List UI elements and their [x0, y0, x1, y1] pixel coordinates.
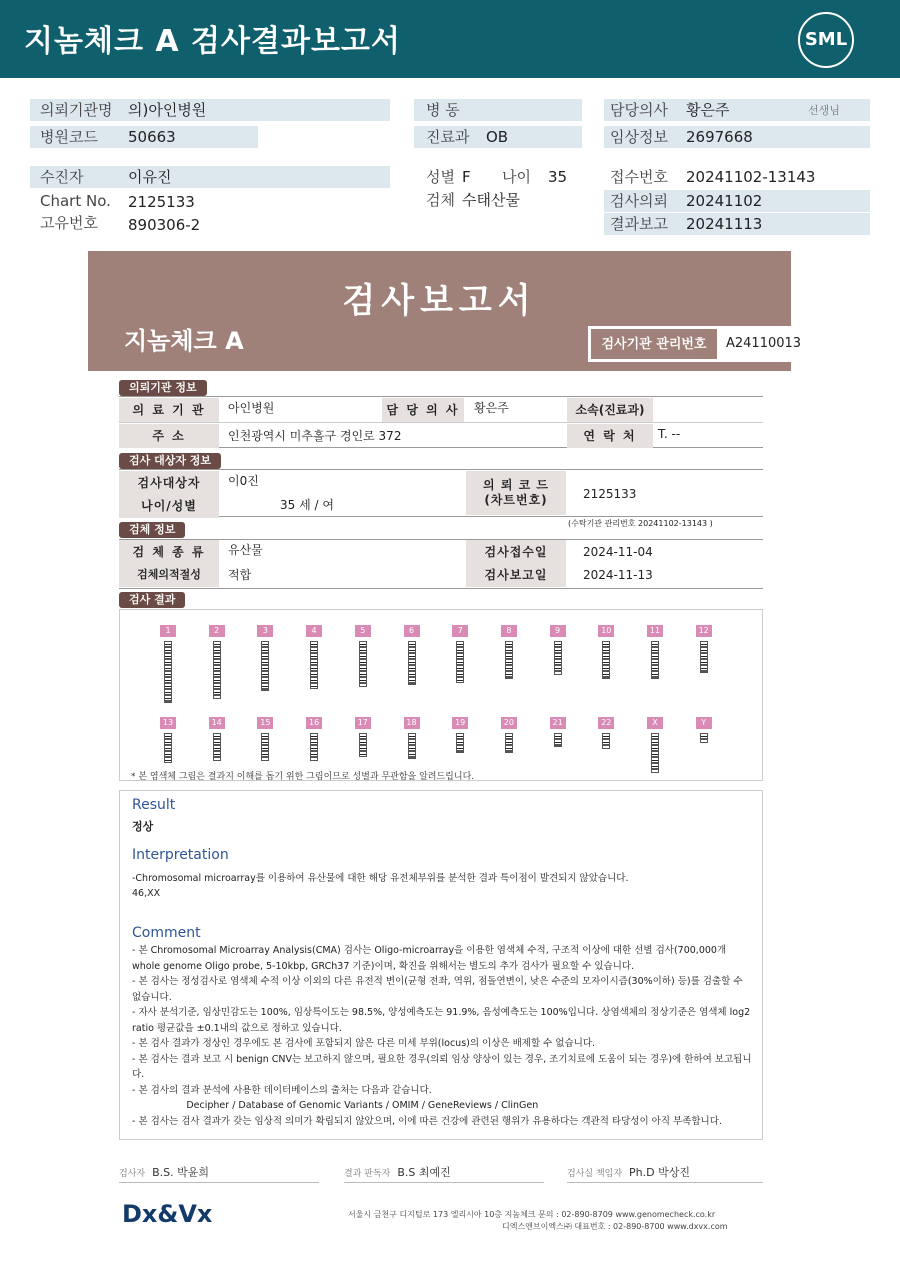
- spec-adequacy-value: 적합: [228, 568, 252, 582]
- chart-value: 2125133: [128, 193, 195, 211]
- chromosome-number: 1: [160, 625, 176, 637]
- signer-tester-name: B.S. 박윤희: [152, 1166, 209, 1179]
- chromosome-number: 9: [550, 625, 566, 637]
- dept-value: OB: [486, 128, 509, 146]
- report-sheet-title: 검사보고서: [342, 281, 537, 321]
- interpretation-heading: Interpretation: [132, 847, 229, 863]
- comment-item: - 본 Chromosomal Microarray Analysis(CMA) 검사는 Oligo-microarray을 이용한 염색체 수적, 구조적 이상에 대한 선별 검사(700,000개 whole genome Oligo probe, 5-10kbp, GRCh37 기준)이며, 확진을 위해서는 별도의 추가 검사가 필요할 수 있습니다.: [132, 945, 727, 972]
- chromosome-ideogram: [554, 641, 562, 675]
- karyogram-panel: [119, 609, 763, 781]
- doc-label: 담 당 의 사: [382, 398, 464, 422]
- subject-label: 검사대상자: [119, 471, 219, 495]
- chromosome-ideogram: [651, 641, 659, 679]
- reqcode-label: 의 뢰 코 드 (차트번호): [466, 471, 566, 515]
- specimen-value: 수태산물: [462, 191, 520, 209]
- signer-director-name: Ph.D 박상진: [629, 1166, 690, 1179]
- chromosome-ideogram: [359, 641, 367, 687]
- chromosome-number: 2: [209, 625, 225, 637]
- doc-value: 황은주: [474, 401, 509, 415]
- signature-line: [119, 1182, 319, 1183]
- chromosome-number: 18: [404, 717, 420, 729]
- comment-list: [132, 943, 752, 1129]
- chromosome-y: [696, 717, 712, 743]
- chromosome-11: [647, 625, 663, 679]
- reqcode-value: 2125133: [583, 487, 637, 501]
- chromosome-2: [209, 625, 225, 699]
- addr-label: 주 소: [119, 424, 219, 448]
- chromosome-ideogram: [261, 733, 269, 761]
- comment-item: - 본 검사는 정성검사로 염색체 수적 이상 이외의 다른 유전적 변이(균형 전좌, 역위, 점돌연변이, 낮은 수준의 모자이시즘(30%이하) 등)를 검출할 수 없습니다.: [132, 976, 743, 1003]
- signer-reader-name: B.S 최예진: [397, 1166, 451, 1179]
- chromosome-22: [598, 717, 614, 749]
- chromosome-number: 13: [160, 717, 176, 729]
- rep-date-label: 검사보고일: [466, 563, 566, 587]
- chromosome-4: [306, 625, 322, 689]
- spec-type-value: 유산물: [228, 543, 263, 557]
- footer-address: 서울시 금천구 디지털로 173 엘리시아 10층 지놈체크 문의 : 02-890-8709 www.genomecheck.co.kr: [348, 1210, 716, 1219]
- management-number-value: A24110013: [726, 336, 802, 351]
- chromosome-6: [404, 625, 420, 685]
- chromosome-number: 21: [550, 717, 566, 729]
- chromosome-number: 16: [306, 717, 322, 729]
- report-label: 결과보고: [610, 215, 668, 233]
- chromosome-ideogram: [505, 641, 513, 679]
- report-sheet-header: [88, 251, 802, 371]
- chromosome-10: [598, 625, 614, 679]
- chromosome-number: 3: [257, 625, 273, 637]
- signer-tester-label: 검사자: [119, 1169, 146, 1179]
- institution-value: 의)아인병원: [128, 101, 207, 119]
- age-label: 나이: [502, 168, 531, 186]
- doctor-label: 담당의사: [610, 101, 668, 119]
- report-title: 지놈체크 A 검사결과보고서: [24, 24, 401, 59]
- consign-note: (수탁기관 관리번호 20241102-13143 ): [568, 519, 713, 528]
- recv-date-label: 검사접수일: [466, 540, 566, 564]
- chromosome-20: [501, 717, 517, 753]
- clinical-label: 임상정보: [610, 128, 668, 146]
- hospital-code-label: 병원코드: [40, 128, 98, 146]
- chromosome-21: [550, 717, 566, 747]
- chromosome-ideogram: [164, 733, 172, 763]
- examinee-value: 이유진: [128, 168, 172, 186]
- chromosome-number: 14: [209, 717, 225, 729]
- signer-director: [567, 1164, 690, 1180]
- signer-reader-label: 결과 판독자: [344, 1169, 391, 1179]
- dxvx-logo: Dx&Vx: [122, 1200, 213, 1228]
- chromosome-ideogram: [456, 641, 464, 683]
- chromosome-ideogram: [164, 641, 172, 703]
- chromosome-ideogram: [700, 733, 708, 743]
- chromosome-ideogram: [408, 733, 416, 759]
- comment-item: - 본 검사는 결과 보고 시 benign CNV는 보고하지 않으며, 필요한 경우(의뢰 임상 양상이 있는 경우, 조기치료에 도움이 되는 경우)에 한하여 보고됩니다.: [132, 1053, 752, 1080]
- chromosome-ideogram: [505, 733, 513, 753]
- chromosome-ideogram: [700, 641, 708, 673]
- comment-item: - 본 검사의 결과 분석에 사용한 데이터베이스의 출처는 다음과 같습니다.: [132, 1084, 432, 1096]
- interpretation-line-2: 46,XX: [132, 888, 161, 899]
- agesex-value: 35 세 / 여: [280, 498, 334, 512]
- chromosome-number: 6: [404, 625, 420, 637]
- ward-label: 병 동: [426, 101, 460, 119]
- chromosome-number: 22: [598, 717, 614, 729]
- report-value: 20241113: [686, 215, 763, 233]
- spec-type-label: 검 체 종 류: [119, 540, 219, 564]
- management-number-label: 검사기관 관리번호: [590, 328, 718, 360]
- chromosome-ideogram: [408, 641, 416, 685]
- chromosome-17: [355, 717, 371, 757]
- chromosome-ideogram: [651, 733, 659, 773]
- chromosome-number: Y: [696, 717, 712, 729]
- chromosome-number: 12: [696, 625, 712, 637]
- chromosome-number: 11: [647, 625, 663, 637]
- comment-item: - 본 검사는 검사 결과가 갖는 임상적 의미가 확립되지 않았으며, 이에 따른 건강에 관련된 행위가 유용하다는 객관적 타당성이 아직 부족합니다.: [132, 1115, 722, 1127]
- agesex-label: 나이/성별: [119, 494, 219, 518]
- signer-tester: [119, 1164, 209, 1180]
- signature-line: [567, 1182, 763, 1183]
- chromosome-number: 15: [257, 717, 273, 729]
- karyogram-note: * 본 염색체 그림은 결과지 이해를 돕기 위한 그림이므로 성별과 무관함을 알려드립니다.: [131, 772, 475, 782]
- sex-label: 성별: [426, 168, 455, 186]
- hospital-code-value: 50663: [128, 128, 176, 146]
- uid-value: 890306-2: [128, 216, 201, 234]
- genomecheck-brand: 지놈체크 A: [124, 327, 244, 355]
- subject-value: 이0진: [228, 474, 259, 488]
- chromosome-ideogram: [213, 733, 221, 761]
- chromosome-number: 10: [598, 625, 614, 637]
- interpretation-line-1: -Chromosomal microarray를 이용하여 유산물에 대한 해당 유전체부위를 분석한 결과 특이점이 발견되지 않았습니다.: [132, 873, 629, 884]
- inst-label: 의 료 기 관: [119, 398, 219, 422]
- signer-director-label: 검사실 책임자: [567, 1169, 623, 1179]
- doctor-value: 황은주: [686, 101, 730, 119]
- contact-value: T. --: [658, 427, 681, 441]
- chromosome-3: [257, 625, 273, 691]
- chromosome-ideogram: [554, 733, 562, 747]
- comment-heading: Comment: [132, 925, 201, 941]
- age-value: 35: [548, 168, 568, 186]
- request-label: 검사의뢰: [610, 192, 668, 210]
- doctor-suffix: 선생님: [808, 104, 840, 117]
- inst-value: 아인병원: [228, 401, 275, 415]
- addr-value: 인천광역시 미추홀구 경인로 372: [228, 429, 402, 443]
- chromosome-number: 19: [452, 717, 468, 729]
- examinee-row-bg: [30, 166, 390, 188]
- result-value: 정상: [132, 820, 154, 833]
- chromosome-number: 17: [355, 717, 371, 729]
- institution-label: 의뢰기관명: [40, 101, 113, 119]
- management-number-box: [588, 326, 851, 362]
- chromosome-ideogram: [310, 641, 318, 689]
- chromosome-7: [452, 625, 468, 683]
- chromosome-ideogram: [602, 641, 610, 679]
- request-value: 20241102: [686, 192, 763, 210]
- specimen-label: 검체: [426, 191, 455, 209]
- footer-contact: 디엑스앤브이엑스㈜ 대표번호 : 02-890-8700 www.dxvx.com: [502, 1222, 728, 1231]
- top-header-bar: [0, 0, 900, 78]
- signer-reader: [344, 1164, 451, 1180]
- signature-line: [344, 1182, 544, 1183]
- chromosome-number: 4: [306, 625, 322, 637]
- chromosome-ideogram: [602, 733, 610, 749]
- spec-adequacy-label: 검체의적절성: [119, 563, 219, 587]
- section-specimen: 검체 정보: [119, 522, 185, 538]
- chromosome-16: [306, 717, 322, 761]
- chromosome-number: 20: [501, 717, 517, 729]
- chromosome-ideogram: [261, 641, 269, 691]
- receipt-label: 접수번호: [610, 168, 668, 186]
- chromosome-ideogram: [456, 733, 464, 753]
- chromosome-number: 5: [355, 625, 371, 637]
- chromosome-ideogram: [310, 733, 318, 761]
- rep-date-value: 2024-11-13: [583, 568, 653, 582]
- section-result: 검사 결과: [119, 592, 185, 608]
- chromosome-5: [355, 625, 371, 687]
- sex-value: F: [462, 168, 471, 186]
- chromosome-14: [209, 717, 225, 761]
- chromosome-12: [696, 625, 712, 673]
- comment-item: Decipher / Database of Genomic Variants / OMIM / GeneReviews / ClinGen: [132, 1100, 539, 1111]
- section-institution: 의뢰기관 정보: [119, 380, 207, 396]
- comment-item: - 자사 분석기준, 임상민감도는 100%, 임상특이도는 98.5%, 양성예측도는 91.9%, 음성예측도는 100%입니다. 상염색체의 정상기준은 염색체 log2 ratio 평균값을 ±0.1내의 값으로 정하고 있습니다.: [132, 1007, 751, 1034]
- receipt-value: 20241102-13143: [686, 168, 816, 186]
- chromosome-18: [404, 717, 420, 759]
- chart-label: Chart No.: [40, 192, 111, 210]
- chromosome-1: [160, 625, 176, 703]
- dept-label: 진료과: [426, 128, 470, 146]
- result-heading: Result: [132, 797, 176, 813]
- contact-label: 연 락 처: [567, 424, 653, 448]
- section-subject: 검사 대상자 정보: [119, 453, 221, 469]
- affil-label: 소속(진료과): [567, 398, 653, 422]
- clinical-value: 2697668: [686, 128, 753, 146]
- chromosome-8: [501, 625, 517, 679]
- chromosome-number: X: [647, 717, 663, 729]
- comment-item: - 본 검사 결과가 정상인 경우에도 본 검사에 포함되지 않은 다른 미세 부위(locus)의 이상은 배제할 수 없습니다.: [132, 1038, 596, 1049]
- chromosome-9: [550, 625, 566, 675]
- examinee-label: 수진자: [40, 168, 84, 186]
- chromosome-x: [647, 717, 663, 773]
- chromosome-number: 7: [452, 625, 468, 637]
- chromosome-number: 8: [501, 625, 517, 637]
- chromosome-ideogram: [213, 641, 221, 699]
- chromosome-13: [160, 717, 176, 763]
- chromosome-ideogram: [359, 733, 367, 757]
- chromosome-19: [452, 717, 468, 753]
- sml-logo: SML: [798, 12, 854, 68]
- chromosome-15: [257, 717, 273, 761]
- uid-label: 고유번호: [40, 214, 98, 232]
- recv-date-value: 2024-11-04: [583, 545, 653, 559]
- results-panel: [119, 790, 763, 1140]
